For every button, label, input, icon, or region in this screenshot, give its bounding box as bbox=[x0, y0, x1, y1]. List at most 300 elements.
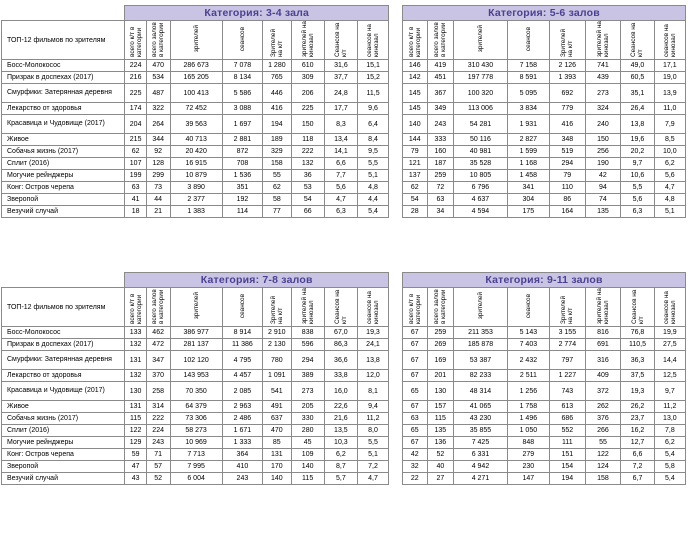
cell-value: 243 bbox=[146, 437, 170, 449]
table-row bbox=[403, 437, 686, 449]
cell-value: 145 bbox=[403, 84, 428, 103]
table-row bbox=[2, 461, 389, 473]
cell-value: 838 bbox=[291, 327, 324, 339]
cell-value: 3 088 bbox=[222, 103, 262, 115]
cell-value: 121 bbox=[403, 158, 428, 170]
table-row bbox=[2, 84, 389, 103]
cell-value: 4,7 bbox=[357, 473, 388, 485]
cell-value: 11 386 bbox=[222, 339, 262, 351]
cell-value: 130 bbox=[125, 382, 146, 401]
cell-value: 2 910 bbox=[263, 327, 291, 339]
cell-value: 8,4 bbox=[358, 134, 389, 146]
cell-value: 122 bbox=[585, 449, 621, 461]
cell-value: 35 528 bbox=[454, 158, 507, 170]
cell-value: 1 280 bbox=[263, 60, 291, 72]
table-row bbox=[403, 413, 686, 425]
cell-value: 135 bbox=[427, 425, 454, 437]
cell-value: 780 bbox=[263, 351, 291, 370]
cell-value: 164 bbox=[549, 206, 585, 218]
cell-value: 41 bbox=[125, 194, 146, 206]
cell-value: 6,2 bbox=[324, 449, 357, 461]
column-header-text: сеансов bbox=[238, 293, 246, 319]
cell-value: 5 586 bbox=[222, 84, 262, 103]
column-header-text: всего к/т в категории bbox=[407, 26, 422, 57]
table-row bbox=[2, 351, 389, 370]
cell-value: 708 bbox=[222, 158, 262, 170]
cell-value: 416 bbox=[549, 115, 585, 134]
cell-value: 5,7 bbox=[324, 473, 357, 485]
cell-value: 8 914 bbox=[222, 327, 262, 339]
cell-value: 19,6 bbox=[621, 134, 654, 146]
cell-value: 637 bbox=[263, 413, 291, 425]
cell-value: 187 bbox=[427, 158, 454, 170]
cell-value: 872 bbox=[222, 146, 262, 158]
cell-value: 53 bbox=[291, 182, 324, 194]
cell-value: 2 827 bbox=[507, 134, 549, 146]
column-header-text: сеансов на кинозал bbox=[365, 291, 380, 324]
table-row bbox=[403, 401, 686, 413]
cell-value: 225 bbox=[125, 84, 146, 103]
cell-value: 364 bbox=[222, 449, 262, 461]
cell-value: 114 bbox=[222, 206, 262, 218]
cell-value: 230 bbox=[507, 461, 549, 473]
cell-value: 137 bbox=[403, 170, 428, 182]
cell-value: 32 bbox=[403, 461, 428, 473]
cell-value: 194 bbox=[550, 473, 586, 485]
column-header-text: Зрителей на к/т bbox=[560, 295, 575, 324]
cell-value: 7 713 bbox=[170, 449, 222, 461]
cell-value: 58 273 bbox=[170, 425, 222, 437]
cell-value: 4,8 bbox=[358, 182, 389, 194]
column-header bbox=[222, 288, 262, 327]
cell-value: 376 bbox=[585, 413, 621, 425]
cell-value: 73 bbox=[146, 182, 170, 194]
film-name: Зверопой bbox=[2, 194, 125, 206]
cell-value: 17,1 bbox=[654, 60, 685, 72]
cell-value: 2 774 bbox=[550, 339, 586, 351]
cell-value: 294 bbox=[291, 351, 324, 370]
cell-value: 132 bbox=[125, 370, 146, 382]
cell-value: 58 bbox=[263, 194, 291, 206]
cell-value: 743 bbox=[550, 382, 586, 401]
cell-value: 165 205 bbox=[170, 72, 222, 84]
cell-value: 389 bbox=[291, 370, 324, 382]
column-header bbox=[550, 288, 586, 327]
cell-value: 4,7 bbox=[324, 194, 357, 206]
cell-value: 65 bbox=[403, 425, 428, 437]
cell-value: 1 256 bbox=[507, 382, 549, 401]
cell-value: 131 bbox=[125, 351, 146, 370]
header-row bbox=[2, 21, 389, 60]
cell-value: 150 bbox=[291, 115, 324, 134]
cell-value: 36 bbox=[291, 170, 324, 182]
cell-value: 258 bbox=[146, 382, 170, 401]
cell-value: 610 bbox=[291, 60, 324, 72]
cell-value: 5 095 bbox=[507, 84, 549, 103]
table-row bbox=[2, 134, 389, 146]
cell-value: 42 bbox=[403, 449, 428, 461]
cell-value: 82 233 bbox=[454, 370, 507, 382]
cell-value: 9,7 bbox=[621, 158, 654, 170]
cell-value: 2 377 bbox=[170, 194, 222, 206]
cell-value: 36,3 bbox=[621, 351, 654, 370]
cell-value: 1 758 bbox=[507, 401, 549, 413]
cell-value: 451 bbox=[427, 72, 454, 84]
cell-value: 43 bbox=[125, 473, 146, 485]
column-header-text: Зрителей на к/т bbox=[560, 28, 575, 57]
cell-value: 174 bbox=[125, 103, 146, 115]
table-row bbox=[2, 473, 389, 485]
category-title: Категория: 3-4 зала bbox=[125, 6, 389, 21]
column-header bbox=[357, 288, 388, 327]
cell-value: 67,0 bbox=[324, 327, 357, 339]
stats-table bbox=[1, 272, 389, 485]
cell-value: 10 805 bbox=[454, 170, 507, 182]
cell-value: 131 bbox=[263, 449, 291, 461]
panel-3-4-halls bbox=[1, 5, 389, 218]
cell-value: 1 536 bbox=[222, 170, 262, 182]
cell-value: 67 bbox=[403, 437, 428, 449]
film-name: Смурфики: Затерянная деревня bbox=[2, 351, 125, 370]
cell-value: 9,6 bbox=[358, 103, 389, 115]
cell-value: 194 bbox=[263, 115, 291, 134]
cell-value: 16,2 bbox=[621, 425, 654, 437]
cell-value: 4 637 bbox=[454, 194, 507, 206]
cell-value: 79 bbox=[549, 170, 585, 182]
cell-value: 349 bbox=[427, 103, 454, 115]
cell-value: 243 bbox=[222, 473, 262, 485]
cell-value: 691 bbox=[585, 339, 621, 351]
cell-value: 6,3 bbox=[621, 206, 654, 218]
cell-value: 341 bbox=[507, 182, 549, 194]
cell-value: 225 bbox=[291, 103, 324, 115]
cell-value: 154 bbox=[550, 461, 586, 473]
cell-value: 224 bbox=[146, 425, 170, 437]
table-row bbox=[403, 194, 686, 206]
film-name: Призрак в доспехах (2017) bbox=[2, 339, 125, 351]
table-row bbox=[403, 449, 686, 461]
table-row bbox=[2, 103, 389, 115]
column-header-text: Зрителей на к/т bbox=[269, 28, 284, 57]
cell-value: 145 bbox=[403, 103, 428, 115]
table-row bbox=[403, 84, 686, 103]
column-header bbox=[549, 21, 585, 60]
cell-value: 140 bbox=[263, 473, 291, 485]
cell-value: 534 bbox=[146, 72, 170, 84]
cell-value: 222 bbox=[146, 413, 170, 425]
film-name: Собачья жизнь (2017) bbox=[2, 146, 125, 158]
cell-value: 185 878 bbox=[454, 339, 507, 351]
cell-value: 28 bbox=[403, 206, 428, 218]
cell-value: 206 bbox=[291, 84, 324, 103]
cell-value: 2 486 bbox=[222, 413, 262, 425]
film-name: Красавица и Чудовище (2017) bbox=[2, 115, 125, 134]
top12-label: ТОП-12 фильмов по зрителям bbox=[2, 21, 125, 60]
cell-value: 26,2 bbox=[621, 401, 654, 413]
cell-value: 280 bbox=[291, 425, 324, 437]
table-row bbox=[2, 206, 389, 218]
cell-value: 133 bbox=[125, 327, 146, 339]
cell-value: 102 120 bbox=[170, 351, 222, 370]
cell-value: 3 155 bbox=[550, 327, 586, 339]
panel-5-6-halls bbox=[402, 5, 686, 218]
cell-value: 33,8 bbox=[324, 370, 357, 382]
cell-value: 37,5 bbox=[621, 370, 654, 382]
cell-value: 409 bbox=[585, 370, 621, 382]
cell-value: 259 bbox=[427, 170, 454, 182]
cell-value: 367 bbox=[427, 84, 454, 103]
cell-value: 189 bbox=[263, 134, 291, 146]
cell-value: 205 bbox=[291, 401, 324, 413]
table-row bbox=[2, 182, 389, 194]
cell-value: 215 bbox=[125, 134, 146, 146]
cell-value: 110 bbox=[549, 182, 585, 194]
cell-value: 132 bbox=[291, 158, 324, 170]
cell-value: 5,1 bbox=[654, 206, 685, 218]
cell-value: 109 bbox=[291, 449, 324, 461]
column-header-text: зрителей bbox=[192, 292, 200, 320]
cell-value: 273 bbox=[291, 382, 324, 401]
column-header-text: сеансов bbox=[524, 293, 532, 319]
cell-value: 197 778 bbox=[454, 72, 507, 84]
table-row bbox=[2, 60, 389, 72]
column-header bbox=[146, 21, 170, 60]
cell-value: 765 bbox=[263, 72, 291, 84]
cell-value: 279 bbox=[507, 449, 549, 461]
cell-value: 329 bbox=[263, 146, 291, 158]
cell-value: 17,7 bbox=[324, 103, 357, 115]
cell-value: 462 bbox=[146, 327, 170, 339]
cell-value: 11,0 bbox=[654, 103, 685, 115]
cell-value: 9,5 bbox=[358, 146, 389, 158]
corner-blank bbox=[2, 6, 125, 21]
column-header-text: всего к/т в категории bbox=[128, 293, 143, 324]
cell-value: 4 942 bbox=[454, 461, 507, 473]
cell-value: 100 413 bbox=[170, 84, 222, 103]
cell-value: 372 bbox=[585, 382, 621, 401]
column-header-text: сеансов bbox=[238, 26, 246, 52]
table-row bbox=[2, 146, 389, 158]
cell-value: 10 879 bbox=[170, 170, 222, 182]
column-header bbox=[170, 288, 222, 327]
cell-value: 7 078 bbox=[222, 60, 262, 72]
column-header bbox=[654, 21, 685, 60]
column-header-text: всего к/т в категории bbox=[128, 26, 143, 57]
cell-value: 50 116 bbox=[454, 134, 507, 146]
cell-value: 259 bbox=[427, 327, 454, 339]
film-name: Могучие рейнджеры bbox=[2, 170, 125, 182]
cell-value: 40 bbox=[427, 461, 454, 473]
top12-label: ТОП-12 фильмов по зрителям bbox=[2, 288, 125, 327]
cell-value: 190 bbox=[585, 158, 621, 170]
cell-value: 240 bbox=[585, 115, 621, 134]
cell-value: 204 bbox=[125, 115, 146, 134]
cell-value: 322 bbox=[146, 103, 170, 115]
cell-value: 142 bbox=[403, 72, 428, 84]
panel-7-8-halls bbox=[1, 272, 389, 485]
film-name: Босс-Молокосос bbox=[2, 327, 125, 339]
cell-value: 54 281 bbox=[454, 115, 507, 134]
table-row bbox=[403, 382, 686, 401]
cell-value: 22 bbox=[403, 473, 428, 485]
cell-value: 45 bbox=[291, 437, 324, 449]
cell-value: 10,3 bbox=[324, 437, 357, 449]
cell-value: 6 004 bbox=[170, 473, 222, 485]
table-row bbox=[2, 449, 389, 461]
cell-value: 4 457 bbox=[222, 370, 262, 382]
cell-value: 70 350 bbox=[170, 382, 222, 401]
column-header bbox=[358, 21, 389, 60]
column-header-text: зрителей bbox=[192, 25, 200, 53]
cell-value: 1 931 bbox=[507, 115, 549, 134]
table-row bbox=[2, 413, 389, 425]
cell-value: 5,4 bbox=[358, 206, 389, 218]
cell-value: 7,7 bbox=[324, 170, 357, 182]
cell-value: 158 bbox=[263, 158, 291, 170]
cell-value: 151 bbox=[550, 449, 586, 461]
stats-table bbox=[402, 5, 686, 218]
cell-value: 243 bbox=[427, 115, 454, 134]
cell-value: 86,3 bbox=[324, 339, 357, 351]
cell-value: 613 bbox=[550, 401, 586, 413]
cell-value: 52 bbox=[146, 473, 170, 485]
cell-value: 11,2 bbox=[357, 413, 388, 425]
cell-value: 596 bbox=[291, 339, 324, 351]
cell-value: 6 796 bbox=[454, 182, 507, 194]
corner-blank bbox=[2, 273, 125, 288]
cell-value: 262 bbox=[585, 401, 621, 413]
cell-value: 160 bbox=[427, 146, 454, 158]
cell-value: 85 bbox=[263, 437, 291, 449]
category-title: Категория: 7-8 залов bbox=[125, 273, 389, 288]
cell-value: 4 271 bbox=[454, 473, 507, 485]
cell-value: 18 bbox=[125, 206, 146, 218]
cell-value: 8,0 bbox=[357, 425, 388, 437]
cell-value: 157 bbox=[427, 401, 454, 413]
cell-value: 59 bbox=[125, 449, 146, 461]
cell-value: 62 bbox=[125, 146, 146, 158]
cell-value: 12,5 bbox=[654, 370, 685, 382]
cell-value: 13,8 bbox=[621, 115, 654, 134]
cell-value: 113 006 bbox=[454, 103, 507, 115]
header-row bbox=[403, 288, 686, 327]
cell-value: 1 496 bbox=[507, 413, 549, 425]
cell-value: 49,0 bbox=[621, 60, 654, 72]
cell-value: 130 bbox=[427, 382, 454, 401]
cell-value: 5,8 bbox=[654, 461, 685, 473]
cell-value: 1 393 bbox=[549, 72, 585, 84]
column-header bbox=[125, 21, 146, 60]
cell-value: 24,1 bbox=[357, 339, 388, 351]
cell-value: 175 bbox=[507, 206, 549, 218]
cell-value: 4,8 bbox=[654, 194, 685, 206]
cell-value: 211 353 bbox=[454, 327, 507, 339]
column-header bbox=[403, 288, 428, 327]
cell-value: 20,2 bbox=[621, 146, 654, 158]
column-header-text: Сеансов на к/т bbox=[333, 22, 348, 57]
cell-value: 6,2 bbox=[654, 437, 685, 449]
column-header bbox=[507, 288, 549, 327]
cell-value: 44 bbox=[146, 194, 170, 206]
column-header bbox=[291, 288, 324, 327]
cell-value: 19,3 bbox=[357, 327, 388, 339]
column-header bbox=[427, 21, 454, 60]
category-title: Категория: 9-11 залов bbox=[403, 273, 686, 288]
cell-value: 370 bbox=[146, 370, 170, 382]
cell-value: 5,1 bbox=[358, 170, 389, 182]
cell-value: 7 158 bbox=[507, 60, 549, 72]
cell-value: 67 bbox=[403, 327, 428, 339]
table-row bbox=[403, 339, 686, 351]
cell-value: 386 977 bbox=[170, 327, 222, 339]
table-row bbox=[403, 351, 686, 370]
cell-value: 64 379 bbox=[170, 401, 222, 413]
cell-value: 199 bbox=[125, 170, 146, 182]
table-row bbox=[2, 382, 389, 401]
cell-value: 5,5 bbox=[621, 182, 654, 194]
cell-value: 264 bbox=[146, 115, 170, 134]
cell-value: 224 bbox=[125, 60, 146, 72]
cell-value: 54 bbox=[403, 194, 428, 206]
cell-value: 8,1 bbox=[357, 382, 388, 401]
cell-value: 816 bbox=[585, 327, 621, 339]
cell-value: 7 995 bbox=[170, 461, 222, 473]
cell-value: 55 bbox=[585, 437, 621, 449]
cell-value: 79 bbox=[403, 146, 428, 158]
cell-value: 35,1 bbox=[621, 84, 654, 103]
cell-value: 39 563 bbox=[170, 115, 222, 134]
cell-value: 144 bbox=[403, 134, 428, 146]
cell-value: 11,5 bbox=[358, 84, 389, 103]
cell-value: 27 bbox=[427, 473, 454, 485]
table-row bbox=[2, 401, 389, 413]
film-name: Лекарство от здоровья bbox=[2, 103, 125, 115]
cell-value: 13,8 bbox=[357, 351, 388, 370]
cell-value: 8,5 bbox=[654, 134, 685, 146]
cell-value: 1 599 bbox=[507, 146, 549, 158]
cell-value: 7,8 bbox=[654, 425, 685, 437]
cell-value: 74 bbox=[585, 194, 621, 206]
cell-value: 5,4 bbox=[654, 449, 685, 461]
cell-value: 348 bbox=[549, 134, 585, 146]
cell-value: 41 065 bbox=[454, 401, 507, 413]
cell-value: 1 227 bbox=[550, 370, 586, 382]
column-header-text: всего залов в категории bbox=[151, 22, 166, 57]
cell-value: 470 bbox=[146, 60, 170, 72]
cell-value: 552 bbox=[550, 425, 586, 437]
cell-value: 36,6 bbox=[324, 351, 357, 370]
cell-value: 5,1 bbox=[357, 449, 388, 461]
cell-value: 848 bbox=[507, 437, 549, 449]
table-row bbox=[403, 115, 686, 134]
table-row bbox=[403, 370, 686, 382]
column-header-text: всего залов в категории bbox=[433, 22, 448, 57]
cell-value: 419 bbox=[427, 60, 454, 72]
column-header bbox=[585, 288, 621, 327]
cell-value: 128 bbox=[146, 158, 170, 170]
film-name: Призрак в доспехах (2017) bbox=[2, 72, 125, 84]
cell-value: 66 bbox=[291, 206, 324, 218]
column-header-text: зрителей на кинозал bbox=[595, 288, 610, 324]
cell-value: 124 bbox=[585, 461, 621, 473]
table-row bbox=[2, 370, 389, 382]
column-header bbox=[507, 21, 549, 60]
cell-value: 16 915 bbox=[170, 158, 222, 170]
column-header-text: Зрителей на к/т bbox=[269, 295, 284, 324]
cell-value: 294 bbox=[549, 158, 585, 170]
cell-value: 8 591 bbox=[507, 72, 549, 84]
table-row bbox=[2, 72, 389, 84]
